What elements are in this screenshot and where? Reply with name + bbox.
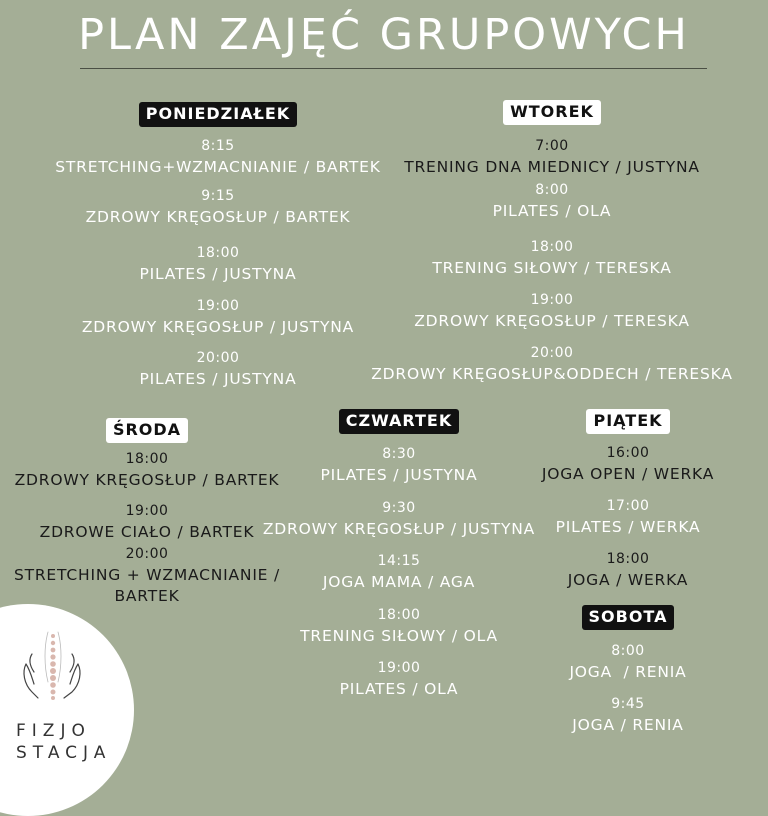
- day-badge: PIĄTEK: [586, 409, 669, 434]
- day-badge: CZWARTEK: [339, 409, 460, 434]
- class-entry: 8:30 PILATES / JUSTYNA: [320, 446, 478, 484]
- class-entry: 18:00 TRENING SIŁOWY / TERESKA: [432, 239, 672, 277]
- class-entry: 16:00 JOGA OPEN / WERKA: [541, 445, 715, 483]
- class-entry: 19:00 ZDROWE CIAŁO / BARTEK: [39, 503, 255, 541]
- day-badge: PONIEDZIAŁEK: [139, 102, 297, 127]
- class-entry: 9:30 ZDROWY KRĘGOSŁUP / JUSTYNA: [262, 500, 536, 538]
- class-entry: 7:00 TRENING DNA MIEDNICY / JUSTYNA: [404, 138, 700, 176]
- class-entry: 17:00 PILATES / WERKA: [555, 498, 701, 536]
- day-badge: WTOREK: [503, 100, 601, 125]
- class-entry: 9:45 JOGA / RENIA: [572, 696, 684, 734]
- class-entry: 18:00 ZDROWY KRĘGOSŁUP / BARTEK: [14, 451, 280, 489]
- class-entry: 18:00 TRENING SIŁOWY / OLA: [300, 607, 498, 645]
- class-entry: 19:00 ZDROWY KRĘGOSŁUP / JUSTYNA: [81, 298, 355, 336]
- class-entry: 20:00 PILATES / JUSTYNA: [139, 350, 297, 388]
- spine-hands-icon: [18, 626, 88, 716]
- class-entry: 20:00 STRETCHING + WZMACNIANIE / BARTEK: [13, 546, 281, 605]
- class-entry: 8:15 STRETCHING+WZMACNIANIE / BARTEK: [55, 138, 381, 176]
- day-badge: ŚRODA: [106, 418, 188, 443]
- class-entry: 9:15 ZDROWY KRĘGOSŁUP / BARTEK: [85, 188, 351, 226]
- day-sobota: [528, 605, 728, 630]
- page-title: PLAN ZAJĘĆ GRUPOWYCH: [78, 10, 690, 60]
- logo-text-line2: STACJA: [16, 743, 112, 763]
- title-divider: [80, 68, 707, 69]
- day-badge: SOBOTA: [582, 605, 675, 630]
- class-entry: 20:00 ZDROWY KRĘGOSŁUP&ODDECH / TERESKA: [371, 345, 733, 383]
- day-wtorek: [352, 100, 752, 125]
- class-entry: 18:00 JOGA / WERKA: [567, 551, 689, 589]
- class-entry: 8:00 JOGA / RENIA: [569, 643, 687, 681]
- day-piatek: [528, 409, 728, 434]
- day-czwartek: [250, 409, 548, 434]
- class-entry: 19:00 PILATES / OLA: [339, 660, 459, 698]
- class-entry: 8:00 PILATES / OLA: [492, 182, 612, 220]
- class-entry: 18:00 PILATES / JUSTYNA: [139, 245, 297, 283]
- class-entry: 19:00 ZDROWY KRĘGOSŁUP / TERESKA: [414, 292, 690, 330]
- logo-text-line1: FIZJO: [16, 721, 91, 741]
- class-entry: 14:15 JOGA MAMA / AGA: [322, 553, 476, 591]
